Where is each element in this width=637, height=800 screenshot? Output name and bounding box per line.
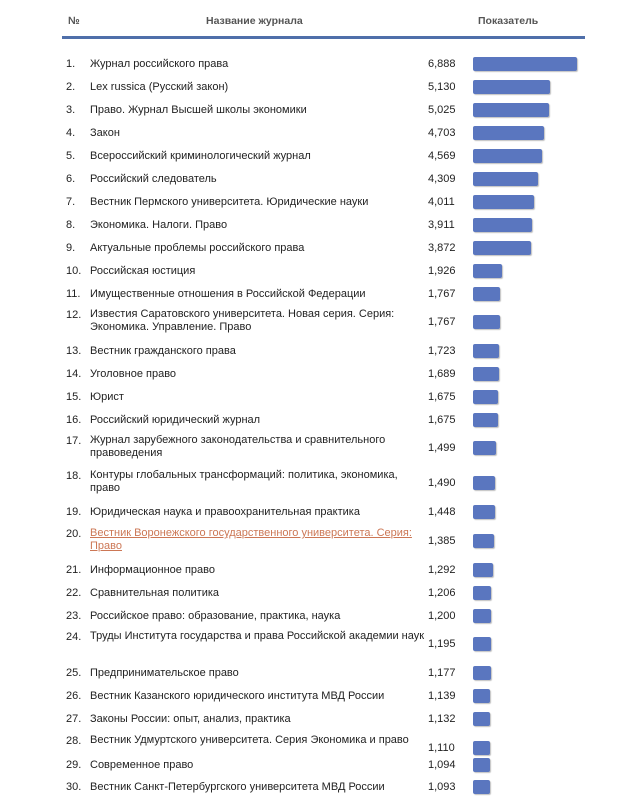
journal-name: Контуры глобальных трансформаций: политика, экономика, право [90,469,398,494]
indicator-bar [473,218,532,232]
indicator-bar [473,505,495,519]
indicator-value: 4,703 [428,127,456,139]
indicator-bar [473,126,544,140]
indicator-value: 3,872 [428,242,456,254]
indicator-bar [473,666,491,680]
indicator-value: 1,385 [428,535,456,547]
row-number: 8. [66,219,76,231]
row-number: 27. [66,713,82,725]
journal-name: Журнал зарубежного законодательства и сравнительного правоведения [90,434,386,459]
journal-name: Вестник Санкт-Петербургского университета МВД России [90,781,385,793]
indicator-value: 4,309 [428,173,456,185]
indicator-bar [473,441,496,455]
indicator-bar [473,534,494,548]
indicator-value: 1,206 [428,587,456,599]
row-number: 4. [66,127,76,139]
indicator-bar [473,149,542,163]
row-number: 12. [66,309,82,321]
row-number: 22. [66,587,82,599]
row-number: 30. [66,781,82,793]
indicator-value: 1,132 [428,713,456,725]
column-header-indicator: Показатель [478,15,539,27]
indicator-bar [473,315,500,329]
row-number: 28. [66,735,82,747]
indicator-value: 4,569 [428,150,456,162]
indicator-value: 1,292 [428,564,456,576]
indicator-value: 4,011 [428,196,455,208]
row-number: 21. [66,564,82,576]
header-divider [62,36,585,39]
indicator-bar [473,80,550,94]
row-number: 25. [66,667,82,679]
indicator-bar [473,103,549,117]
row-number: 23. [66,610,82,622]
indicator-bar [473,195,534,209]
row-number: 17. [66,435,82,447]
indicator-bar [473,344,499,358]
indicator-bar [473,367,499,381]
indicator-value: 1,499 [428,442,456,454]
indicator-value: 5,025 [428,104,456,116]
indicator-value: 1,926 [428,265,456,277]
journal-name: Современное право [90,759,194,771]
indicator-bar [473,563,493,577]
journal-name: Российское право: образование, практика, наука [90,610,341,622]
indicator-bar [473,172,538,186]
row-number: 15. [66,391,82,403]
indicator-bar [473,57,577,71]
indicator-bar [473,758,490,772]
journal-name: Юридическая наука и правоохранительная практика [90,506,360,518]
journal-name: Вестник Пермского университета. Юридические науки [90,196,369,208]
indicator-bar [473,476,495,490]
journal-name: Информационное право [90,564,215,576]
row-number: 10. [66,265,82,277]
indicator-value: 1,767 [428,316,456,328]
indicator-bar [473,241,531,255]
journal-name: Известия Саратовского университета. Новая серия. Серия: Экономика. Управление. Право [90,308,395,333]
indicator-value: 3,911 [428,219,455,231]
journal-name: Предпринимательское право [90,667,239,679]
journal-name: Вестник Казанского юридического института МВД России [90,690,385,702]
journal-name: Вестник Удмуртского университета. Серия Экономика и право [90,734,409,746]
indicator-value: 1,675 [428,391,456,403]
indicator-bar [473,609,491,623]
indicator-value: 1,110 [428,742,455,754]
indicator-bar [473,390,498,404]
indicator-bar [473,780,490,794]
indicator-bar [473,413,498,427]
journal-name: Право. Журнал Высшей школы экономики [90,104,307,116]
indicator-value: 1,094 [428,759,456,771]
journal-name: Российский юридический журнал [90,414,261,426]
journal-name: Актуальные проблемы российского права [90,242,305,254]
row-number: 5. [66,150,76,162]
row-number: 19. [66,506,82,518]
indicator-bar [473,287,500,301]
row-number: 13. [66,345,82,357]
row-number: 9. [66,242,76,254]
journal-name: Российский следователь [90,173,217,185]
column-header-journal-name: Название журнала [206,15,303,27]
journal-name: Уголовное право [90,368,177,380]
row-number: 2. [66,81,76,93]
indicator-value: 6,888 [428,58,456,70]
indicator-bar [473,741,490,755]
journal-name: Журнал российского права [90,58,229,70]
indicator-value: 1,767 [428,288,456,300]
table-header [0,0,637,34]
row-number: 3. [66,104,76,116]
row-number: 14. [66,368,82,380]
indicator-value: 1,200 [428,610,456,622]
journal-name: Вестник гражданского права [90,345,236,357]
row-number: 16. [66,414,82,426]
indicator-value: 1,195 [428,638,456,650]
indicator-value: 1,723 [428,345,456,357]
indicator-value: 5,130 [428,81,456,93]
row-number: 26. [66,690,82,702]
indicator-value: 1,675 [428,414,456,426]
journal-name: Имущественные отношения в Российской Федерации [90,288,366,300]
journal-name: Lex russica (Русский закон) [90,81,229,93]
row-number: 7. [66,196,76,208]
indicator-bar [473,586,491,600]
column-header-number: № [68,15,80,27]
journal-name: Закон [90,127,120,139]
row-number: 20. [66,528,82,540]
journal-name: Экономика. Налоги. Право [90,219,228,231]
indicator-value: 1,448 [428,506,456,518]
row-number: 29. [66,759,82,771]
journal-name: Всероссийский криминологический журнал [90,150,311,162]
indicator-bar [473,637,491,651]
indicator-bar [473,264,502,278]
row-number: 1. [66,58,76,70]
journal-link[interactable]: Вестник Воронежского государственного университета. Серия: Право [90,527,412,552]
journal-name: Законы России: опыт, анализ, практика [90,713,291,725]
indicator-value: 1,490 [428,477,456,489]
indicator-value: 1,093 [428,781,456,793]
indicator-value: 1,139 [428,690,456,702]
indicator-bar [473,712,490,726]
indicator-value: 1,177 [428,667,456,679]
row-number: 18. [66,470,82,482]
journal-name: Российская юстиция [90,265,196,277]
row-number: 11. [66,288,81,300]
journal-name: Сравнительная политика [90,587,220,599]
indicator-bar [473,689,490,703]
row-number: 24. [66,631,82,643]
indicator-value: 1,689 [428,368,456,380]
journal-name: Юрист [90,391,124,403]
row-number: 6. [66,173,76,185]
journal-name: Труды Института государства и права Российской академии наук [90,630,425,642]
